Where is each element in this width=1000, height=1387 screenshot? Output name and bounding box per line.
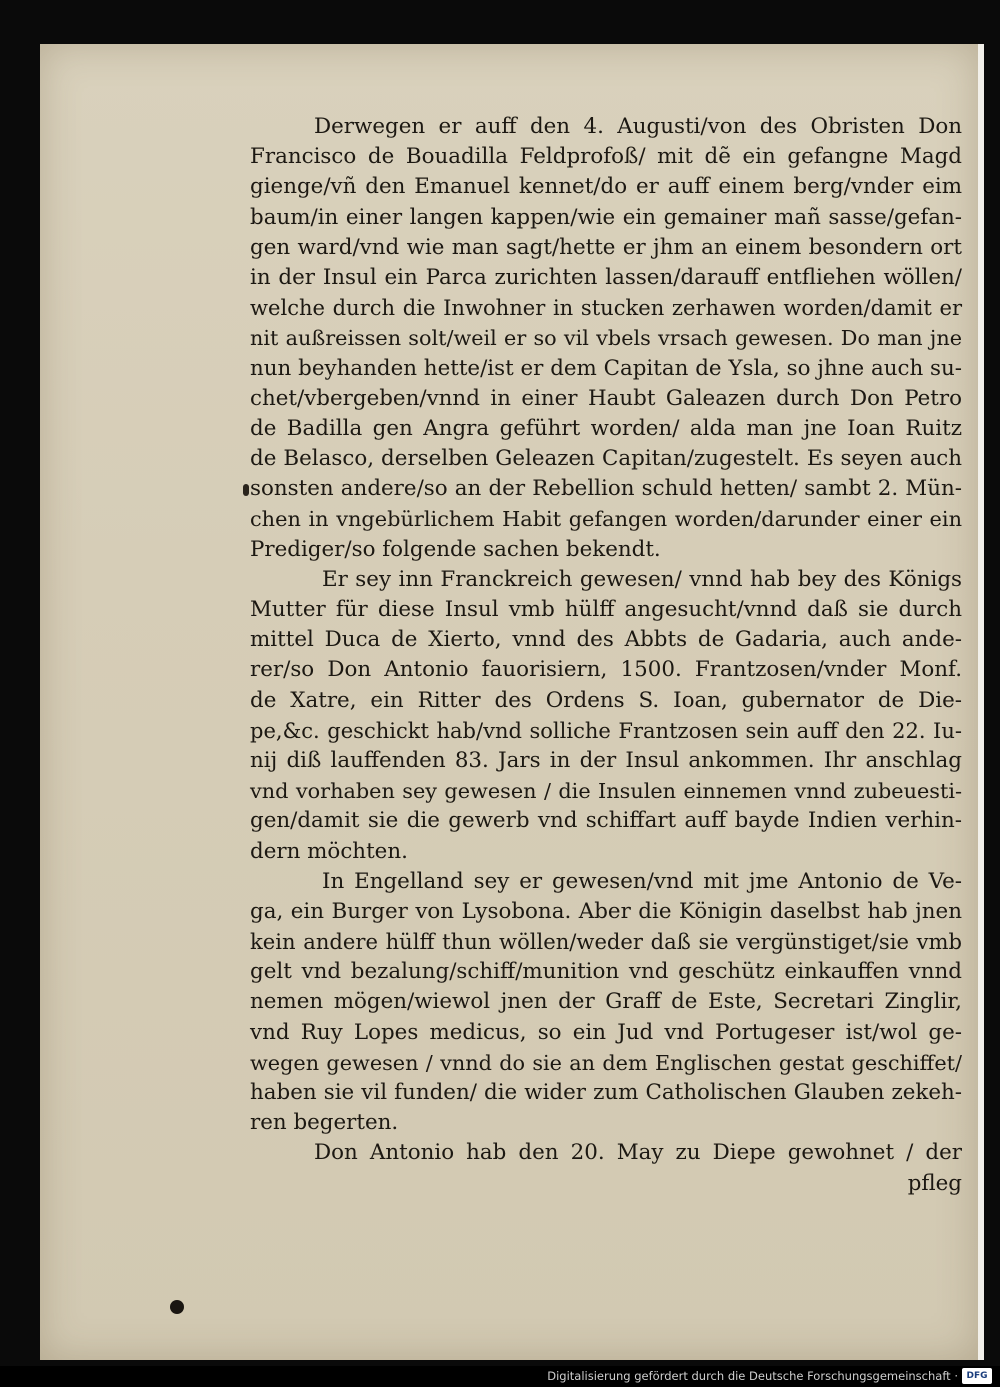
text-line: chet/vbergeben/vnnd in einer Haubt Galeazen durch Don Petro: [250, 385, 962, 411]
text-line: nij diß lauffenden 83. Jars in der Insul ankommen. Ihr anschlag: [250, 747, 962, 773]
text-line: de Badilla gen Angra geführt worden/ alda man jne Ioan Ruitz: [250, 415, 962, 441]
text-line: Derwegen er auff den 4. Augusti/von des Obristen Don: [314, 114, 962, 139]
margin-mark: [243, 484, 249, 496]
footer-credit: Digitalisierung gefördert durch die Deutsche Forschungsgemeinschaft ·: [547, 1369, 958, 1383]
text-line: Don Antonio hab den 20. May zu Diepe gewohnet / der: [314, 1140, 962, 1166]
text-line: Mutter für diese Insul vmb hülff angesucht/vnnd daß sie durch: [250, 597, 962, 622]
text-line: nemen mögen/wiewol jnen der Graff de Este, Secretari Zinglir,: [250, 989, 962, 1015]
text-line: wegen gewesen / vnnd do sie an dem Englischen gestat geschiffet/: [250, 1050, 962, 1075]
text-line: baum/in einer langen kappen/wie ein gemainer mañ sasse/gefan-: [250, 204, 962, 230]
text-line: gen/damit sie die gewerb vnd schiffart auff bayde Indien verhin-: [250, 808, 962, 834]
text-line: Prediger/so folgende sachen bekendt.: [250, 536, 661, 562]
text-line: mittel Duca de Xierto, vnnd des Abbts de Gadaria, auch ande-: [250, 627, 962, 653]
text-line: Francisco de Bouadilla Feldprofoß/ mit dẽ ein gefangne Magd: [250, 144, 962, 170]
text-line: welche durch die Inwohner in stucken zerhawen worden/damit er: [250, 295, 962, 321]
text-line: nun beyhanden hette/ist er dem Capitan de Ysla, so jhne auch su-: [250, 355, 963, 381]
catchword: pfleg: [907, 1170, 962, 1196]
text-line: vnd vorhaben sey gewesen / die Insulen einnemen vnnd zubeuesti-: [250, 779, 962, 804]
text-line: pe,&c. geschickt hab/vnd solliche Frantzosen sein auff den 22. Iu-: [250, 717, 962, 743]
text-line: sonsten andere/so an der Rebellion schuld hetten/ sambt 2. Mün-: [250, 476, 962, 502]
text-line: nit außreissen solt/weil er so vil vbels vrsach gewesen. Do man jne: [250, 326, 962, 351]
text-line: de Belasco, derselben Geleazen Capitan/zugestelt. Es seyen auch: [250, 446, 962, 472]
text-line: gelt vnd bezalung/schiff/munition vnd geschütz einkauffen vnnd: [250, 959, 962, 985]
page-edge: [978, 44, 984, 1360]
text-line: rer/so Don Antonio fauorisiern, 1500. Frantzosen/vnder Monf.: [250, 657, 962, 683]
text-line: in der Insul ein Parca zurichten lassen/darauff entfliehen wöllen/: [250, 264, 962, 290]
text-line: ren begerten.: [250, 1110, 399, 1136]
text-line: haben sie vil funden/ die wider zum Catholischen Glauben zekeh-: [250, 1080, 962, 1105]
dfg-logo: DFG: [962, 1368, 992, 1384]
text-line: chen in vngebürlichem Habit gefangen worden/darunder einer ein: [250, 507, 962, 532]
text-block: [250, 112, 962, 1199]
text-line: gienge/vñ den Emanuel kennet/do er auff einem berg/vnder eim: [250, 174, 962, 200]
text-line: dern möchten.: [250, 838, 408, 864]
ink-smudge: [170, 1300, 184, 1314]
text-line: In Engelland sey er gewesen/vnd mit jme Antonio de Ve-: [322, 868, 962, 894]
text-line: de Xatre, ein Ritter des Ordens S. Ioan, gubernator de Die-: [250, 687, 962, 713]
text-line: Er sey inn Franckreich gewesen/ vnnd hab bey des Königs: [322, 566, 962, 592]
text-line: ga, ein Burger von Lysobona. Aber die Königin daselbst hab jnen: [250, 898, 962, 924]
text-line: gen ward/vnd wie man sagt/hette er jhm an einem besondern ort: [250, 234, 962, 260]
text-line: kein andere hülff thun wöllen/weder daß sie vergünstiget/sie vmb: [250, 929, 962, 955]
text-line: vnd Ruy Lopes medicus, so ein Jud vnd Portugeser ist/wol ge-: [250, 1019, 962, 1045]
